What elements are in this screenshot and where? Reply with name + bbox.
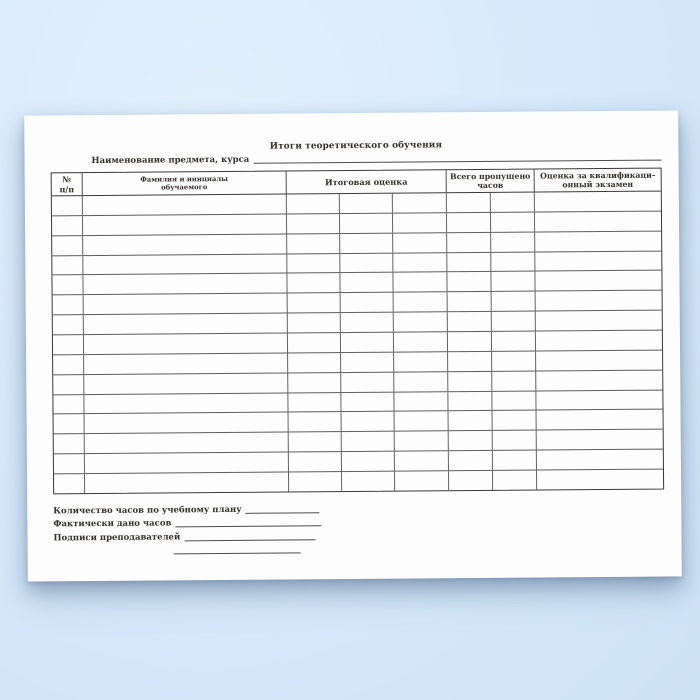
table-cell-empty <box>288 353 341 372</box>
table-cell-empty <box>536 331 662 351</box>
header-cell-number <box>52 173 83 195</box>
table-cell-empty <box>393 273 447 292</box>
table-cell-empty <box>447 272 491 291</box>
table-cell-empty <box>449 451 493 470</box>
table-cell-empty <box>447 252 491 271</box>
table-cell-empty <box>536 350 662 370</box>
table-cell-empty <box>536 390 662 410</box>
table-cell-empty <box>395 471 449 490</box>
table-cell-empty <box>395 412 449 431</box>
table-cell-empty <box>340 253 393 272</box>
table-cell-empty <box>52 276 83 295</box>
table-cell-empty <box>493 431 537 450</box>
table-cell-empty <box>289 432 342 451</box>
header-final-grade-label: Итоговая оценка <box>324 176 408 187</box>
header-number-line1: № <box>62 174 72 185</box>
table-cell-empty <box>85 453 289 473</box>
results-table <box>51 168 665 495</box>
header-cell-final-grade <box>287 170 447 193</box>
table-cell-empty <box>84 353 288 373</box>
table-cell-empty <box>287 214 340 233</box>
table-cell-empty <box>493 471 537 490</box>
table-cell-empty <box>492 351 536 370</box>
header-exam-line1: Оценка за квалификаци- <box>540 170 656 181</box>
header-missed-line2: часов <box>477 180 504 191</box>
table-cell-empty <box>536 291 662 311</box>
header-missed-line1: Всего пропущено <box>449 171 531 181</box>
table-cell-empty <box>449 471 493 490</box>
table-cell-empty <box>52 196 83 215</box>
table-cell-empty <box>53 355 84 374</box>
subject-label: Наименование предмета, курса <box>91 154 250 167</box>
table-cell-empty <box>341 333 394 352</box>
table-cell-empty <box>83 195 287 215</box>
table-cell-empty <box>52 236 83 255</box>
table-cell-empty <box>83 254 287 274</box>
table-cell-empty <box>491 232 535 251</box>
table-cell-empty <box>342 412 395 431</box>
table-cell-empty <box>287 234 340 253</box>
table-cell-empty <box>492 332 536 351</box>
table-cell-empty <box>83 214 287 234</box>
table-cell-empty <box>395 451 449 470</box>
table-cell-empty <box>341 293 394 312</box>
table-cell-empty <box>492 371 536 390</box>
table-cell-empty <box>491 272 535 291</box>
table-cell-empty <box>340 273 393 292</box>
table-cell-empty <box>448 332 492 351</box>
table-cell-empty <box>394 312 448 331</box>
table-cell-empty <box>342 452 395 471</box>
table-cell-empty <box>535 192 661 212</box>
header-number-line2: п/п <box>59 184 75 195</box>
signatures-extra-line <box>54 542 354 558</box>
table-cell-empty <box>341 313 394 332</box>
table-cell-empty <box>493 451 537 470</box>
table-cell-empty <box>341 372 394 391</box>
form-title: Итоги теоретического обучения <box>269 140 443 152</box>
table-cell-empty <box>287 274 340 293</box>
table-cell-empty <box>491 212 535 231</box>
table-cell-empty <box>449 431 493 450</box>
table-body <box>52 192 663 494</box>
table-cell-empty <box>395 432 449 451</box>
table-cell-empty <box>83 234 287 254</box>
table-cell-empty <box>447 233 491 252</box>
table-cell-empty <box>85 433 289 453</box>
hours-actual-label: Фактически дано часов <box>53 518 172 530</box>
table-cell-empty <box>448 372 492 391</box>
table-cell-empty <box>83 274 287 294</box>
table-cell-empty <box>535 231 661 251</box>
table-cell-empty <box>393 193 447 212</box>
table-cell-empty <box>447 193 491 212</box>
table-cell-empty <box>394 293 448 312</box>
header-cell-missed-hours <box>447 170 535 193</box>
header-cell-qualification-exam <box>535 169 661 192</box>
table-cell-empty <box>393 253 447 272</box>
table-cell-empty <box>85 473 289 493</box>
table-cell-empty <box>53 395 84 414</box>
table-cell-empty <box>449 411 493 430</box>
table-cell-empty <box>85 413 289 433</box>
table-cell-empty <box>287 254 340 273</box>
table-cell-empty <box>537 410 663 430</box>
table-cell-empty <box>341 353 394 372</box>
table-cell-empty <box>448 392 492 411</box>
table-cell-empty <box>84 294 288 314</box>
table-cell-empty <box>448 352 492 371</box>
table-cell-empty <box>52 216 83 235</box>
table-cell-empty <box>537 430 663 450</box>
table-cell-empty <box>537 450 663 470</box>
table-cell-empty <box>54 434 85 453</box>
table-cell-empty <box>289 452 342 471</box>
table-cell-empty <box>448 292 492 311</box>
table-cell-empty <box>84 334 288 354</box>
table-cell-empty <box>492 391 536 410</box>
table-cell-empty <box>535 251 661 271</box>
table-cell-empty <box>53 335 84 354</box>
table-cell-empty <box>288 313 341 332</box>
table-cell-empty <box>52 256 83 275</box>
table-cell-empty <box>54 474 85 493</box>
table-cell-empty <box>491 193 535 212</box>
signatures-blank-line-1 <box>184 539 315 541</box>
table-cell-empty <box>342 472 395 491</box>
table-cell-empty <box>394 332 448 351</box>
table-cell-empty <box>448 312 492 331</box>
table-cell-empty <box>536 370 662 390</box>
form-footer <box>53 502 353 557</box>
header-cell-name <box>83 172 287 196</box>
table-cell-empty <box>535 211 661 231</box>
table-cell-empty <box>84 373 288 393</box>
table-cell-empty <box>491 252 535 271</box>
table-cell-empty <box>340 233 393 252</box>
table-cell-empty <box>287 194 340 213</box>
header-name-line1: Фамилия и инициалы <box>140 174 228 184</box>
form-document <box>24 110 682 581</box>
header-name-line2: обучаемого <box>161 183 208 192</box>
table-cell-empty <box>535 271 661 291</box>
header-exam-line2: онный экзамен <box>562 179 634 190</box>
table-cell-empty <box>54 454 85 473</box>
table-cell-empty <box>492 292 536 311</box>
table-cell-empty <box>54 415 85 434</box>
signatures-label: Подписи преподавателей <box>53 531 181 543</box>
table-cell-empty <box>288 333 341 352</box>
signatures-blank-line-2 <box>174 552 301 554</box>
table-cell-empty <box>289 413 342 432</box>
table-cell-empty <box>340 214 393 233</box>
table-cell-empty <box>537 470 663 490</box>
table-cell-empty <box>288 293 341 312</box>
table-cell-empty <box>53 375 84 394</box>
table-cell-empty <box>393 233 447 252</box>
table-cell-empty <box>342 432 395 451</box>
table-cell-empty <box>447 213 491 232</box>
table-cell-empty <box>288 393 341 412</box>
table-cell-empty <box>289 472 342 491</box>
table-cell-empty <box>53 315 84 334</box>
table-cell-empty <box>394 352 448 371</box>
hours-plan-label: Количество часов по учебному плану <box>53 505 242 517</box>
table-cell-empty <box>340 194 393 213</box>
table-cell-empty <box>341 392 394 411</box>
table-cell-empty <box>84 393 288 413</box>
table-cell-empty <box>53 295 84 314</box>
hours-plan-blank-line <box>246 512 320 514</box>
subject-blank-line <box>253 160 661 164</box>
hours-actual-blank-line <box>175 526 321 528</box>
table-cell-empty <box>493 411 537 430</box>
table-cell-empty <box>84 314 288 334</box>
table-cell-empty <box>492 312 536 331</box>
table-row <box>54 470 663 494</box>
table-cell-empty <box>536 311 662 331</box>
table-cell-empty <box>394 372 448 391</box>
table-cell-empty <box>394 392 448 411</box>
table-cell-empty <box>393 213 447 232</box>
table-cell-empty <box>288 373 341 392</box>
